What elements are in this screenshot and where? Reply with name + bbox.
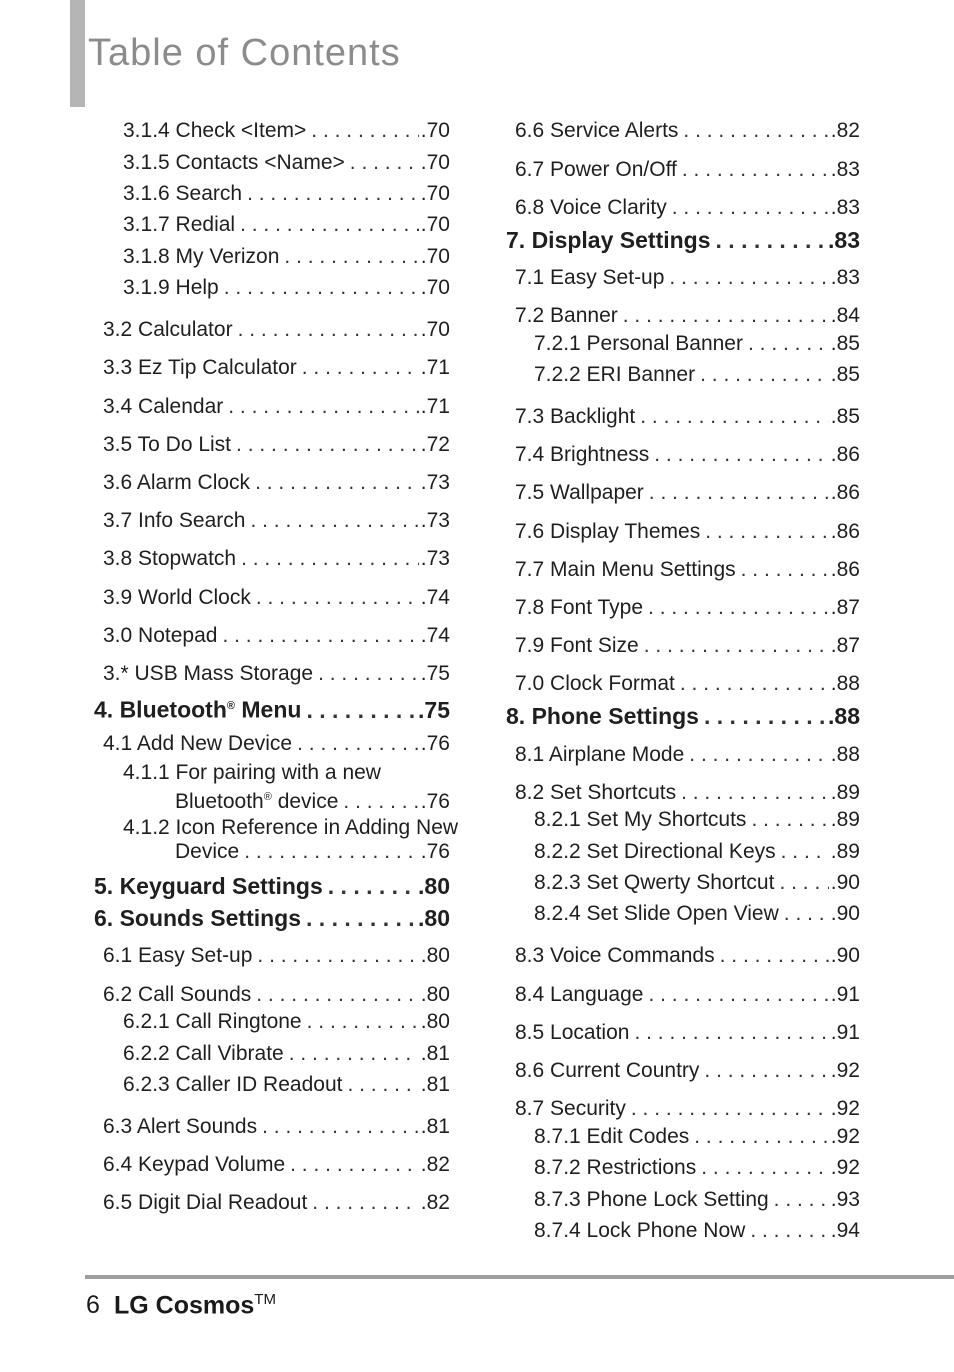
dot-leader [347, 1072, 418, 1098]
toc-entry-title: 3.* USB Mass Storage [103, 662, 314, 685]
toc-page-number: .86 [830, 481, 860, 504]
toc-entry[interactable] [470, 362, 860, 388]
toc-entry[interactable] [470, 303, 860, 329]
toc-page-number: .83 [828, 227, 860, 253]
toc-page-number: .70 [420, 245, 450, 268]
toc-entry[interactable] [470, 157, 860, 183]
toc-entry[interactable] [470, 404, 860, 430]
dot-leader [640, 404, 829, 430]
footer-divider [85, 1275, 954, 1279]
toc-page-number: .83 [830, 196, 860, 219]
dot-leader [672, 195, 829, 221]
dot-leader [238, 317, 419, 343]
toc-entry[interactable] [60, 982, 450, 1008]
toc-page-number: .89 [830, 808, 860, 831]
toc-entry-title: 8.5 Location [515, 1021, 630, 1044]
toc-entry-title: 7.6 Display Themes [515, 520, 701, 543]
dot-leader [343, 789, 418, 815]
dot-leader [701, 1155, 829, 1181]
dot-leader [240, 212, 419, 238]
toc-entry-title: 8.2.2 Set Directional Keys [534, 840, 776, 863]
toc-entry-title: 7.2 Banner [515, 304, 618, 327]
dot-leader [350, 150, 419, 176]
toc-entry-title: 4.1 Add New Device [103, 732, 293, 755]
toc-entry-title: 3.4 Calendar [103, 395, 224, 418]
toc-entry-title: 6.2.3 Caller ID Readout [123, 1073, 343, 1096]
toc-page-number: .88 [828, 703, 860, 729]
dot-leader [748, 331, 829, 357]
toc-entry-title: 7.1 Easy Set-up [515, 266, 665, 289]
toc-page-number: .88 [830, 672, 860, 695]
toc-entry[interactable] [60, 693, 450, 723]
toc-entry-title: 6.6 Service Alerts [515, 119, 679, 142]
toc-entry[interactable] [60, 873, 450, 899]
toc-page-number: .93 [830, 1188, 860, 1211]
toc-page-number: .70 [420, 318, 450, 341]
dot-leader [649, 480, 829, 506]
dot-leader [704, 1058, 828, 1084]
toc-entry[interactable] [470, 1058, 860, 1084]
dot-leader [306, 905, 416, 931]
toc-entry-title: 7. Display Settings [506, 227, 711, 253]
dot-leader [716, 227, 827, 253]
toc-page-number: .81 [420, 1115, 450, 1138]
toc-entry[interactable] [60, 244, 450, 270]
dot-leader [750, 1218, 828, 1244]
dot-leader [654, 442, 829, 468]
toc-page-number: .82 [830, 119, 860, 142]
toc-entry-title: 8.2 Set Shortcuts [515, 781, 677, 804]
dot-leader [297, 731, 419, 757]
toc-entry[interactable] [470, 519, 860, 545]
toc-page-number: .81 [420, 1073, 450, 1096]
toc-page-number: .76 [420, 790, 450, 813]
dot-leader [669, 265, 828, 291]
dot-leader [631, 1096, 829, 1122]
dot-leader [774, 1187, 829, 1213]
dot-leader [306, 697, 416, 723]
toc-entry-title: 8.3 Voice Commands [515, 944, 715, 967]
toc-entry[interactable] [60, 1041, 450, 1067]
toc-entry-title: 4. Bluetooth® Menu [94, 696, 302, 723]
toc-entry-title: 3.8 Stopwatch [103, 547, 237, 570]
toc-page-number: .92 [830, 1097, 860, 1120]
toc-entry-title: Device [175, 840, 240, 863]
toc-entry[interactable] [470, 1020, 860, 1046]
toc-entry[interactable] [60, 1152, 450, 1178]
toc-right-column [470, 0, 860, 1260]
dot-leader [694, 1124, 829, 1150]
dot-leader [781, 839, 829, 865]
toc-left-column [60, 0, 459, 1260]
toc-entry[interactable] [60, 394, 450, 420]
toc-page-number: .83 [830, 158, 860, 181]
toc-entry-title: 7.5 Wallpaper [515, 481, 644, 504]
toc-entry-title: 3.0 Notepad [103, 624, 218, 647]
toc-entry-title: 6.5 Digit Dial Readout [103, 1191, 308, 1214]
dot-leader [681, 780, 829, 806]
dot-leader [648, 982, 828, 1008]
toc-page-number: .76 [420, 732, 450, 755]
toc-entry[interactable] [470, 557, 860, 583]
toc-page-number: .91 [830, 983, 860, 1006]
toc-entry[interactable] [470, 331, 860, 357]
toc-entry[interactable] [60, 731, 450, 757]
dot-leader [720, 943, 829, 969]
toc-entry-title: 6.2.1 Call Ringtone [123, 1010, 302, 1033]
toc-page-number: .89 [830, 840, 860, 863]
dot-leader [779, 870, 828, 896]
dot-leader [241, 546, 419, 572]
toc-entry[interactable] [470, 870, 860, 896]
dot-leader [705, 519, 829, 545]
toc-page-number: .73 [420, 509, 450, 532]
toc-entry-title: 7.0 Clock Format [515, 672, 675, 695]
toc-entry-title: 8. Phone Settings [506, 703, 699, 729]
registered-mark: ® [263, 791, 272, 803]
toc-entry-title: 3.1.5 Contacts <Name> [123, 151, 345, 174]
dot-leader [623, 303, 829, 329]
toc-page-number: .82 [420, 1191, 450, 1214]
toc-entry-title: 8.4 Language [515, 983, 644, 1006]
toc-entry[interactable] [60, 118, 450, 144]
toc-page-number: .72 [420, 433, 450, 456]
dot-leader [704, 703, 826, 729]
toc-page-number: .71 [420, 356, 450, 379]
toc-entry[interactable] [60, 181, 450, 207]
toc-entry[interactable] [470, 1155, 860, 1181]
toc-page-number: .94 [830, 1219, 860, 1242]
toc-entry[interactable] [60, 1190, 450, 1216]
toc-entry[interactable] [60, 508, 450, 534]
toc-entry-title: 6.1 Easy Set-up [103, 944, 253, 967]
toc-entry[interactable] [470, 118, 860, 144]
toc-entry[interactable] [60, 432, 450, 458]
toc-entry-title: 8.7.1 Edit Codes [534, 1125, 690, 1148]
toc-page-number: .80 [418, 873, 450, 899]
dot-leader [255, 470, 419, 496]
dot-leader [784, 901, 829, 927]
toc-page-number: .86 [830, 443, 860, 466]
dot-leader [683, 118, 828, 144]
registered-mark: ® [226, 700, 235, 712]
toc-entry-title: 8.6 Current Country [515, 1059, 700, 1082]
toc-entry[interactable] [60, 839, 450, 865]
toc-entry-title: 8.2.4 Set Slide Open View [534, 902, 779, 925]
toc-page-number: .70 [420, 151, 450, 174]
toc-entry-title: 7.7 Main Menu Settings [515, 558, 736, 581]
footer-brand-name: LG Cosmos [114, 1291, 255, 1320]
toc-entry[interactable] [60, 784, 450, 815]
toc-entry[interactable] [60, 150, 450, 176]
toc-entry-title: 6.4 Keypad Volume [103, 1153, 286, 1176]
toc-entry-title: 4.1.1 For pairing with a new [123, 761, 381, 784]
page-title: Table of Contents [88, 32, 401, 74]
toc-page-number: .85 [830, 332, 860, 355]
toc-entry-title: 3.1.7 Redial [123, 213, 236, 236]
toc-entry[interactable] [470, 807, 860, 833]
toc-page-number: .82 [420, 1153, 450, 1176]
toc-entry-title: 8.2.1 Set My Shortcuts [534, 808, 747, 831]
toc-page-number: .70 [420, 119, 450, 142]
toc-entry-title: 6. Sounds Settings [94, 905, 302, 931]
toc-page-number: .75 [420, 662, 450, 685]
toc-page-number: .86 [830, 558, 860, 581]
toc-entry[interactable] [470, 480, 860, 506]
dot-leader [328, 873, 416, 899]
dot-leader [256, 585, 419, 611]
toc-entry[interactable] [60, 212, 450, 238]
toc-entry[interactable] [470, 227, 860, 253]
toc-entry[interactable] [470, 442, 860, 468]
toc-entry[interactable] [60, 1072, 450, 1098]
toc-page-number: .76 [420, 840, 450, 863]
toc-entry-title: 8.2.3 Set Qwerty Shortcut [534, 871, 775, 894]
toc-entry-title: 3.3 Ez Tip Calculator [103, 356, 297, 379]
toc-entry[interactable] [470, 901, 860, 927]
toc-entry[interactable] [60, 317, 450, 343]
toc-page-number: .90 [830, 871, 860, 894]
toc-entry[interactable] [60, 546, 450, 572]
toc-entry-title: 8.7.2 Restrictions [534, 1156, 697, 1179]
toc-entry[interactable] [470, 671, 860, 697]
toc-entry-title: 3.7 Info Search [103, 509, 246, 532]
dot-leader [700, 362, 829, 388]
toc-entry-title: 6.3 Alert Sounds [103, 1115, 258, 1138]
toc-page-number: .88 [830, 743, 860, 766]
toc-entry[interactable] [60, 661, 450, 687]
toc-entry-title: 3.6 Alarm Clock [103, 471, 251, 494]
toc-page-number: .84 [830, 304, 860, 327]
dot-leader [644, 633, 829, 659]
dot-leader [284, 244, 418, 270]
toc-page-number: .70 [420, 276, 450, 299]
toc-page-number: .92 [830, 1059, 860, 1082]
toc-page-number: .74 [420, 586, 450, 609]
dot-leader [224, 275, 419, 301]
dot-leader [689, 742, 829, 768]
toc-entry[interactable] [470, 1187, 860, 1213]
dot-leader [247, 181, 419, 207]
toc-entry[interactable] [60, 470, 450, 496]
toc-entry-title: 3.1.6 Search [123, 182, 243, 205]
toc-entry[interactable] [470, 595, 860, 621]
toc-entry-title: 3.2 Calculator [103, 318, 233, 341]
toc-entry[interactable] [60, 1114, 450, 1140]
toc-entry[interactable] [60, 815, 459, 841]
dot-leader [648, 595, 829, 621]
toc-entry-title: 8.7.3 Phone Lock Setting [534, 1188, 769, 1211]
toc-page-number: .70 [420, 182, 450, 205]
toc-page-number: .80 [420, 1010, 450, 1033]
toc-entry[interactable] [60, 275, 450, 301]
toc-page-number: .90 [830, 902, 860, 925]
dot-leader [307, 1009, 419, 1035]
toc-entry[interactable] [470, 633, 860, 659]
toc-page-number: .73 [420, 547, 450, 570]
dot-leader [318, 661, 419, 687]
toc-page-number: .85 [830, 405, 860, 428]
toc-entry[interactable] [470, 982, 860, 1008]
toc-page-number: .70 [420, 213, 450, 236]
toc-entry-title: 4.1.2 Icon Reference in Adding New [123, 816, 459, 839]
toc-entry[interactable] [60, 355, 450, 381]
dot-leader [256, 982, 419, 1008]
toc-entry[interactable] [470, 742, 860, 768]
toc-page-number: .81 [420, 1042, 450, 1065]
toc-entry[interactable] [470, 265, 860, 291]
toc-entry[interactable] [470, 780, 860, 806]
dot-leader [290, 1152, 419, 1178]
toc-entry[interactable] [470, 703, 860, 729]
dot-leader [257, 943, 418, 969]
toc-page-number: .73 [420, 471, 450, 494]
toc-entry[interactable] [60, 585, 450, 611]
toc-entry-title: 7.3 Backlight [515, 405, 636, 428]
toc-entry[interactable] [470, 1218, 860, 1244]
toc-page-number: .85 [830, 363, 860, 386]
toc-page-number: .71 [420, 395, 450, 418]
toc-entry-title: 3.1.8 My Verizon [123, 245, 280, 268]
toc-page-number: .87 [830, 596, 860, 619]
toc-entry[interactable] [60, 1009, 450, 1035]
toc-entry[interactable] [60, 943, 450, 969]
toc-entry[interactable] [470, 195, 860, 221]
toc-entry-title: 8.7.4 Lock Phone Now [534, 1219, 746, 1242]
dot-leader [682, 157, 829, 183]
toc-entry-title: 8.1 Airplane Mode [515, 743, 685, 766]
toc-entry[interactable] [60, 905, 450, 931]
toc-entry-title: 3.1.9 Help [123, 276, 219, 299]
footer-trademark: TM [254, 1291, 276, 1308]
toc-entry-title: 7.2.2 ERI Banner [534, 363, 696, 386]
dot-leader [262, 1114, 419, 1140]
toc-entry-title: 3.9 World Clock [103, 586, 251, 609]
toc-page-number: .83 [830, 266, 860, 289]
dot-leader [228, 394, 419, 420]
dot-leader [741, 557, 829, 583]
toc-entry-title: 6.7 Power On/Off [515, 158, 677, 181]
dot-leader [634, 1020, 828, 1046]
toc-page-number: .92 [830, 1125, 860, 1148]
toc-entry[interactable] [470, 1124, 860, 1150]
dot-leader [680, 671, 829, 697]
toc-entry-title: 3.5 To Do List [103, 433, 232, 456]
toc-entry-title: 6.8 Voice Clarity [515, 196, 667, 219]
toc-page-number: .86 [830, 520, 860, 543]
toc-page-number: .87 [830, 634, 860, 657]
toc-entry-title: 3.1.4 Check <Item> [123, 119, 307, 142]
toc-entry[interactable] [470, 839, 860, 865]
dot-leader [751, 807, 828, 833]
dot-leader [302, 355, 419, 381]
dot-leader [289, 1041, 419, 1067]
toc-page-number: .90 [830, 944, 860, 967]
dot-leader [244, 839, 419, 865]
toc-page-number: .80 [420, 983, 450, 1006]
toc-page-number: .92 [830, 1156, 860, 1179]
footer-brand [114, 1291, 276, 1320]
toc-entry-title: 6.2 Call Sounds [103, 983, 252, 1006]
toc-entry-title: 7.9 Font Size [515, 634, 639, 657]
toc-entry[interactable] [470, 943, 860, 969]
toc-page-number: .80 [418, 905, 450, 931]
toc-entry[interactable] [60, 760, 450, 786]
footer-page-number: 6 [86, 1291, 100, 1319]
toc-entry-title: Bluetooth® device [175, 790, 339, 813]
toc-entry[interactable] [470, 1096, 860, 1122]
toc-entry-title: 7.2.1 Personal Banner [534, 332, 743, 355]
toc-page-number: .74 [420, 624, 450, 647]
toc-entry-title: 6.2.2 Call Vibrate [123, 1042, 284, 1065]
dot-leader [222, 623, 418, 649]
toc-entry-title: 7.4 Brightness [515, 443, 650, 466]
dot-leader [311, 118, 419, 144]
toc-entry-title: 5. Keyguard Settings [94, 873, 323, 899]
toc-page-number: .89 [830, 781, 860, 804]
dot-leader [236, 432, 419, 458]
dot-leader [312, 1190, 419, 1216]
toc-entry[interactable] [60, 623, 450, 649]
toc-entry-title: 7.8 Font Type [515, 596, 644, 619]
toc-page-number: .80 [420, 944, 450, 967]
toc-entry-title: 8.7 Security [515, 1097, 626, 1120]
toc-page-number: .75 [418, 696, 450, 723]
dot-leader [250, 508, 418, 534]
toc-page-number: .91 [830, 1021, 860, 1044]
